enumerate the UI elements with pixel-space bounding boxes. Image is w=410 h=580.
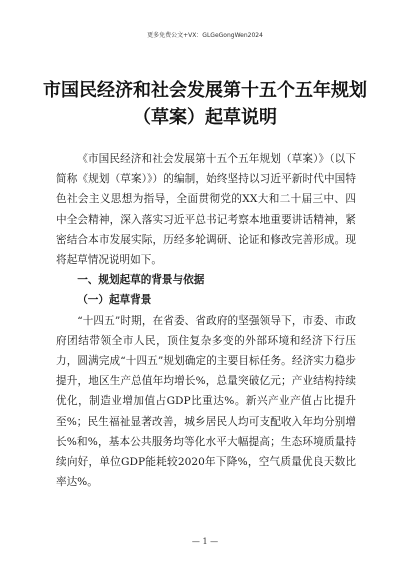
- section-heading: 一、规划起草的背景与依据: [77, 274, 205, 287]
- page-number: — 1 —: [191, 537, 219, 546]
- document-body: [56, 149, 356, 492]
- title-line-1: 市国民经济和社会发展第十五个五年规划: [43, 80, 367, 101]
- subsection-heading: （一）起草背景: [77, 294, 152, 307]
- document-title: [40, 77, 370, 131]
- header-note: 更多免费公文+VX：GLGeGongWen2024: [147, 32, 263, 39]
- intro-paragraph: 《市国民经济和社会发展第十五个五年规划（草案）》（以下简称《规划（草案）》）的编制，始终坚持以习近平新时代中国特色社会主义思想为指导，全面贯彻党的XX大和二十届三中、四中全会精神，深入落实习近平总书记考察本地重要讲话精神，紧密结合本市发展实际，历经多轮调研、论证和修改完善形成。现将起草情况说明如下。: [56, 153, 356, 267]
- background-paragraph: “十四五”时期，在省委、省政府的坚强领导下，市委、市政府团结带领全市人民，顶住复杂多变的外部环境和经济下行压力，圆满完成“十四五”规划确定的主要目标任务。经济实力稳步提升，地区生产总值年均增长%，总量突破亿元；产业结构持续优化，制造业增加值占GDP比重达%。新兴产业产值占比提升至%；民生福祉显著改善，城乡居民人均可支配收入年均分别增长%和%，基本公共服务均等化水平大幅提高；生态环境质量持续向好，单位GDP能耗较2020年下降%，空气质量优良天数比率达%。: [56, 314, 356, 489]
- title-line-2: （草案）起草说明: [133, 107, 277, 128]
